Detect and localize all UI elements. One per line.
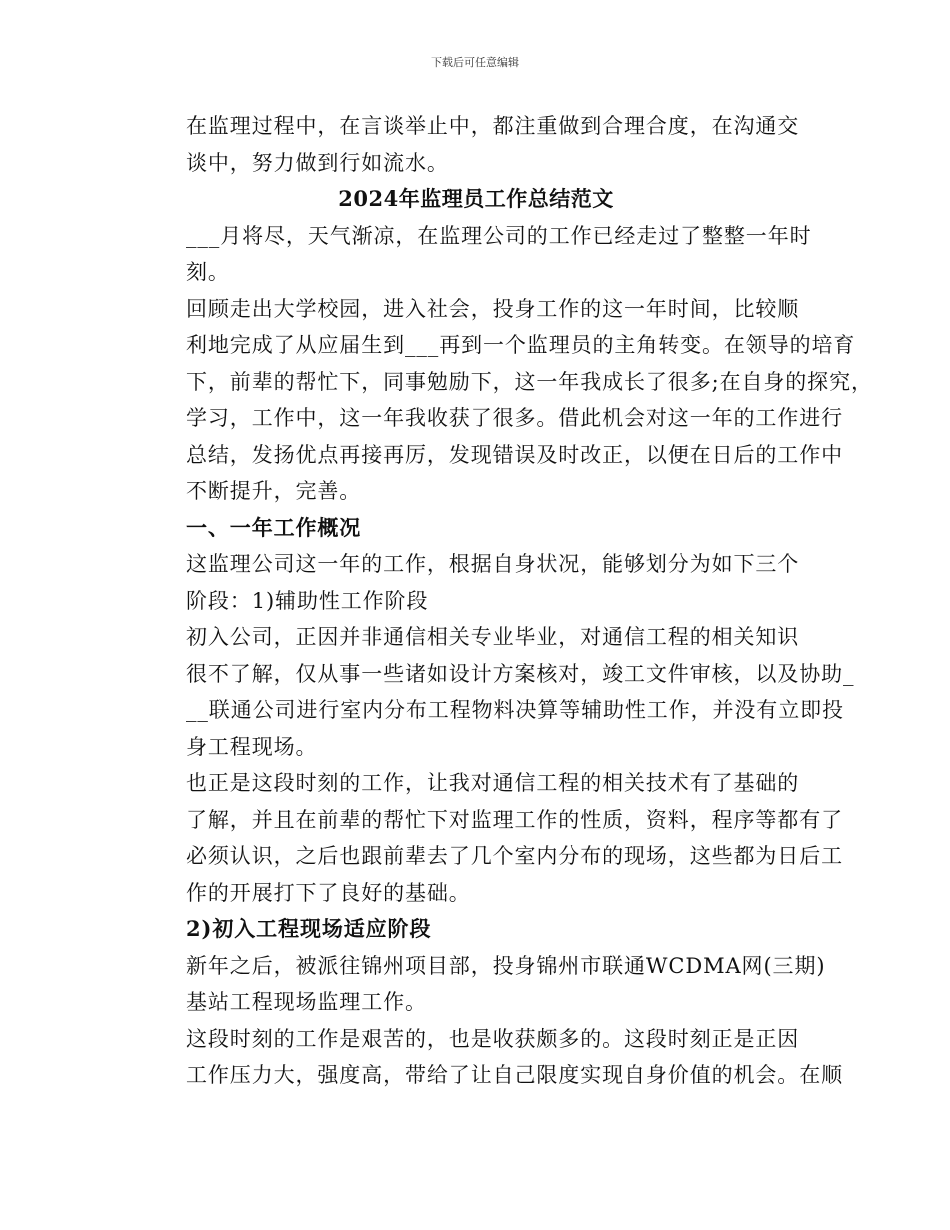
document-body xyxy=(140,108,873,1094)
text-line: 作的开展打下了良好的基础。 xyxy=(186,880,471,905)
paragraph-intro xyxy=(140,108,812,181)
text-line: 利地完成了从应届生到___再到一个监理员的主角转变。在领导的培育 xyxy=(186,333,856,357)
document-title: 2024年监理员工作总结范文 xyxy=(338,186,614,211)
text-line: 也正是这段时刻的工作，让我对通信工程的相关技术有了基础的 xyxy=(186,771,800,795)
text-line: __联通公司进行室内分布工程物料决算等辅助性工作，并没有立即投 xyxy=(186,698,844,722)
text-line: 这监理公司这一年的工作，根据自身状况，能够划分为如下三个 xyxy=(186,552,800,576)
paragraph-foundation xyxy=(140,765,843,911)
text-line: 在监理过程中，在言谈举止中，都注重做到合理合度，在沟通交 xyxy=(186,114,800,138)
text-line: 谈中，努力做到行如流水。 xyxy=(186,150,449,175)
paragraph-jinzhou xyxy=(140,948,826,1021)
text-line: 新年之后，被派往锦州项目部，投身锦州市联通WCDMA网(三期) xyxy=(186,953,826,978)
paragraph-review xyxy=(140,291,873,510)
text-line: 初入公司，正因并非通信相关专业毕业，对通信工程的相关知识 xyxy=(186,625,800,649)
text-line: 基站工程现场监理工作。 xyxy=(186,990,427,1014)
paragraph-stages xyxy=(140,546,812,619)
paragraph-stage-one xyxy=(140,619,855,765)
text-line: 了解，并且在前辈的帮忙下对监理工作的性质，资料，程序等都有了 xyxy=(186,807,843,832)
paragraph-opening xyxy=(140,218,812,291)
text-line: 回顾走出大学校园，进入社会，投身工作的这一年时间，比较顺 xyxy=(186,296,800,321)
text-line: 刻。 xyxy=(186,260,230,284)
text-line: 工作压力大，强度高，带给了让自己限度实现自身价值的机会。在顺 xyxy=(186,1063,843,1087)
paragraph-hard-work xyxy=(140,1021,843,1094)
text-line: 必须认识，之后也跟前辈去了几个室内分布的现场，这些都为日后工 xyxy=(186,844,843,868)
section-heading-stage-two: 2)初入工程现场适应阶段 xyxy=(186,916,432,941)
page-header-note: 下载后可任意编辑 xyxy=(431,56,519,69)
section-heading-overview: 一、一年工作概况 xyxy=(186,514,362,540)
text-line: 很不了解，仅从事一些诸如设计方案核对，竣工文件审核，以及协助_ xyxy=(186,661,855,686)
text-line: 这段时刻的工作是艰苦的，也是收获颇多的。这段时刻正是正因 xyxy=(186,1026,800,1051)
text-line: 不断提升，完善。 xyxy=(186,479,362,503)
text-line: 下，前辈的帮忙下，同事勉励下，这一年我成长了很多;在自身的探究， xyxy=(186,369,873,394)
text-line: 身工程现场。 xyxy=(186,734,318,759)
text-line: 总结，发扬优点再接再厉，发现错误及时改正，以便在日后的工作中 xyxy=(186,442,843,467)
text-line: 阶段：1)辅助性工作阶段 xyxy=(186,588,429,613)
text-line: ___月将尽，天气渐凉，在监理公司的工作已经走过了整整一年时 xyxy=(186,223,812,248)
text-line: 学习，工作中，这一年我收获了很多。借此机会对这一年的工作进行 xyxy=(186,406,843,430)
